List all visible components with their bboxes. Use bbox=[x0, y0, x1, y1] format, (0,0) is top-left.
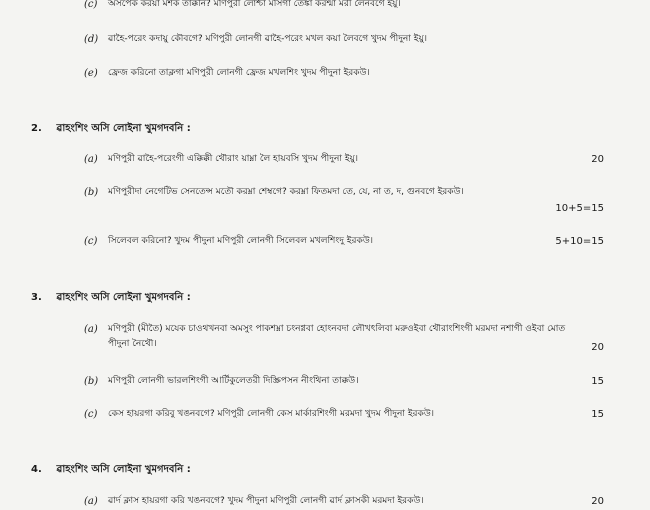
question-number: 4. bbox=[31, 464, 42, 475]
question-number: 3. bbox=[31, 292, 42, 303]
question-2c bbox=[84, 234, 604, 249]
question-3b bbox=[84, 374, 604, 389]
item-marks: 20 bbox=[591, 342, 604, 353]
item-text: সিলেবল করিনো? খুদম পীদুনা মণিপুরী লোনগী সিলেবল মখলশিংদু ইরকউ। bbox=[108, 236, 373, 246]
question-3c bbox=[84, 407, 604, 422]
question-3a bbox=[84, 322, 604, 352]
item-marks: 15 bbox=[591, 409, 604, 420]
item-marks: 20 bbox=[591, 496, 604, 507]
question-heading: ৱাহংশিং অসি লোইনা খুমগদবনি : bbox=[56, 123, 191, 134]
question-3-heading bbox=[31, 290, 191, 307]
question-2a bbox=[84, 152, 604, 167]
question-1c bbox=[84, 0, 604, 12]
item-text: মণিপুরী লোনগী ভারলশিংগী আর্টিকুলেতরী দিস্ক্রিপসন নীংথিনা তাক্কউ। bbox=[108, 376, 359, 386]
question-1d bbox=[84, 32, 604, 47]
item-text: মণিপুরী (মীতৈ) মযেক চাওথখনবা অমসুং পাকশম্না চংনগ্নবা হোংনবদা লৌখৎলিবা মরুওইবা থৌরাংশিংগী মরমদা নশাগী ওইবা মোত পীদুনা নৈথৌ। bbox=[108, 324, 566, 349]
item-label: (c) bbox=[84, 0, 98, 10]
item-label: (c) bbox=[84, 236, 98, 247]
item-label: (c) bbox=[84, 409, 98, 420]
item-marks: 10+5=15 bbox=[555, 203, 604, 214]
item-label: (a) bbox=[84, 154, 98, 165]
item-label: (e) bbox=[84, 68, 98, 79]
item-text: মণিপুরী ৱাহৈ-পরেংগী এক্কিক্কী থৌরাং য়াম্না লৈ হায়বসি খুদম পীদুনা ইয়ু। bbox=[108, 154, 359, 164]
item-text: কেস হায়রগা করিবু খঙনবগে? মণিপুরী লোনগী কেস মার্কারশিংগী মরমদা খুদম পীদুনা ইরকউ। bbox=[108, 409, 435, 419]
question-1e bbox=[84, 66, 604, 81]
question-heading: ৱাহংশিং অসি লোইনা খুমগদবনি : bbox=[56, 292, 191, 303]
item-label: (d) bbox=[84, 34, 99, 45]
item-text: অসপেক করয়া মশক তাক্কনি? মণিপুরী লোশ্চা মসিগা তেঙ্কা করশ্মা মরী লৈনবগে ইয়ু। bbox=[108, 0, 401, 9]
item-text: মণিপুরীদা নেগেটিভ সেনতেন্স মতৌ করম্না শেম্বগে? করম্না ফিতমদা তে, যে, না ত, দ, গুনবগে ইরকউ। bbox=[108, 187, 464, 197]
question-2b bbox=[84, 185, 604, 214]
question-number: 2. bbox=[31, 123, 42, 134]
item-marks: 20 bbox=[591, 154, 604, 165]
item-text: ৱাহৈ-পরেং কদায়ু কৌবগে? মণিপুরী লোনগী ৱাহৈ-পরেং মখল কয়া লৈবগে খুদম পীদুনা ইয়ু। bbox=[108, 34, 427, 44]
question-4-heading bbox=[31, 462, 191, 479]
item-text: ফ্রেজ করিনো তাক্লগা মণিপুরী লোনগী ফ্রেজ মখলশিং খুদম পীদুনা ইরকউ। bbox=[108, 68, 370, 78]
item-label: (b) bbox=[84, 187, 99, 198]
question-heading: ৱাহংশিং অসি লোইনা খুমগদবনি : bbox=[56, 464, 191, 475]
item-marks: 15 bbox=[591, 376, 604, 387]
item-label: (a) bbox=[84, 324, 98, 335]
item-label: (a) bbox=[84, 496, 98, 507]
item-marks: 5+10=15 bbox=[555, 236, 604, 247]
item-text: ৱার্দ ক্লাস হায়রগা করি খঙনবগে? খুদম পীদুনা মণিপুরী লোনগী ৱার্দ ক্লাসকী মরমদা ইরকউ। bbox=[108, 496, 424, 506]
item-label: (b) bbox=[84, 376, 99, 387]
question-4a bbox=[84, 494, 604, 509]
question-2-heading bbox=[31, 121, 191, 138]
